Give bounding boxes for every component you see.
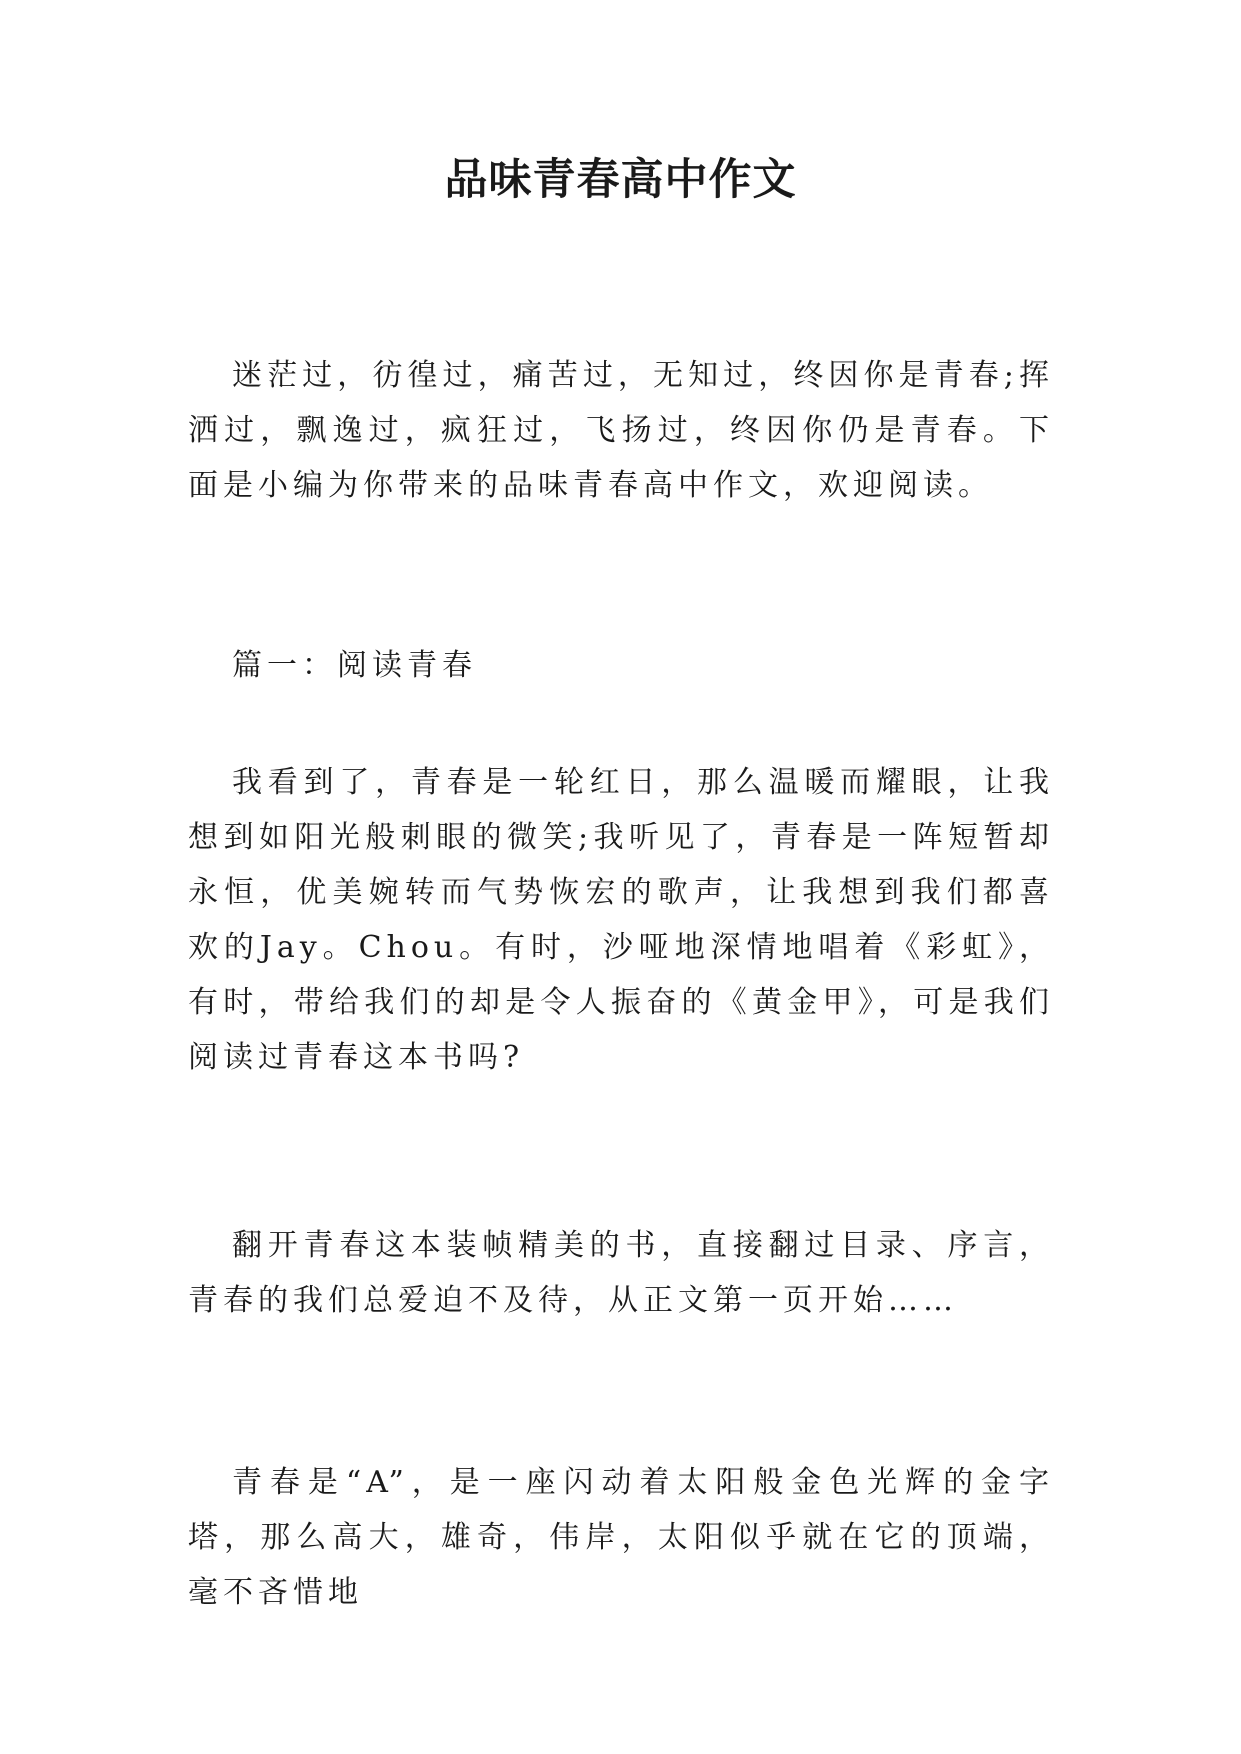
body-paragraph: 青春是“A”，是一座闪动着太阳般金色光辉的金字塔，那么高大，雄奇，伟岸，太阳似乎就在它的顶端，毫不吝惜地 <box>188 1465 1054 1610</box>
intro-paragraph: 迷茫过，彷徨过，痛苦过，无知过，终因你是青春;挥洒过，飘逸过，疯狂过，飞扬过，终因你仍是青春。下面是小编为你带来的品味青春高中作文，欢迎阅读。 <box>188 358 1054 503</box>
section-heading: 篇一：阅读青春 <box>232 648 477 683</box>
body-paragraph: 我看到了，青春是一轮红日，那么温暖而耀眼，让我想到如阳光般刺眼的微笑;我听见了，青春是一阵短暂却永恒，优美婉转而气势恢宏的歌声，让我想到我们都喜欢的Jay。Chou。有时，沙哑地深情地唱着《彩虹》，有时，带给我们的却是令人振奋的《黄金甲》，可是我们阅读过青春这本书吗? <box>188 765 1054 1075</box>
body-paragraph: 翻开青春这本装帧精美的书，直接翻过目录、序言，青春的我们总爱迫不及待，从正文第一页开始…… <box>188 1228 1054 1318</box>
page-title: 品味青春高中作文 <box>444 155 797 205</box>
